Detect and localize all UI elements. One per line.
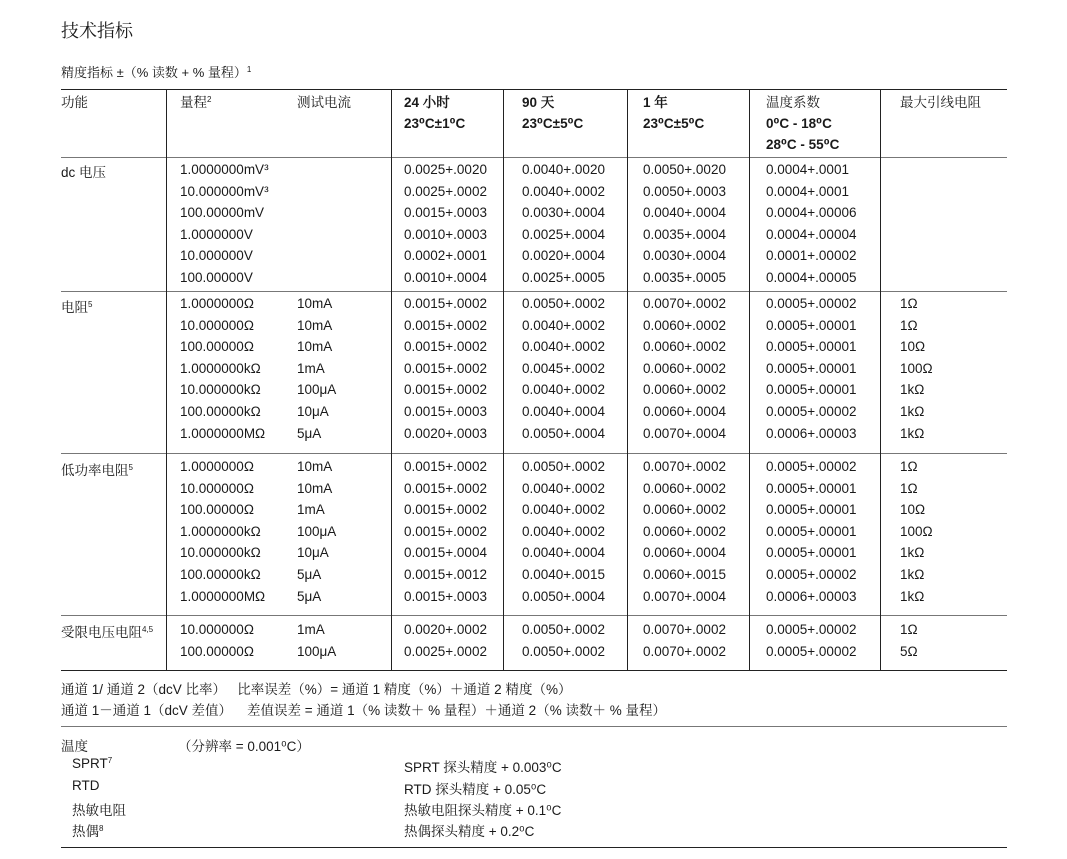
temp-coeff-list (766, 293, 856, 444)
range-value: 10.000000Ω (180, 317, 254, 333)
function-label: 受限电压电阻 (61, 625, 142, 640)
header-24h-title: 24 小时 (404, 95, 450, 110)
accuracy-value: 0.0015+.0002 (404, 296, 487, 311)
temp-coeff-value: 0.0005+.00001 (766, 360, 857, 376)
temp-coeff-value: 0.0005+.00001 (766, 502, 857, 518)
range-value: 10.000000kΩ (180, 545, 261, 561)
subtitle-text: 精度指标 ±（% 读数 + % 量程） (61, 65, 247, 80)
temp-coeff-value: 0.0004+.00004 (766, 226, 857, 242)
header-temp-coeff-range1: 0⁰C - 18⁰C (766, 116, 832, 131)
temp-coeff-value: 0.0005+.00002 (766, 643, 857, 659)
accuracy-value: 0.0015+.0012 (404, 566, 487, 582)
accuracy-1y-list (643, 159, 726, 289)
footnote-marker: 5 (88, 300, 93, 309)
temp-coeff-value: 0.0001+.00002 (766, 248, 857, 264)
accuracy-value: 0.0035+.0004 (643, 226, 726, 242)
current-value: 100μA (297, 382, 337, 398)
accuracy-90d-list (522, 159, 605, 289)
accuracy-value: 0.0015+.0003 (404, 588, 487, 604)
footnote-marker: 8 (99, 824, 104, 833)
table-bottom-rule (61, 670, 1007, 671)
accuracy-value: 0.0045+.0002 (522, 360, 605, 376)
temp-coeff-value: 0.0004+.00005 (766, 269, 857, 285)
accuracy-value: 0.0015+.0002 (404, 480, 487, 496)
current-value: 100μA (297, 523, 337, 539)
temp-coeff-list (766, 619, 856, 662)
temp-coeff-value: 0.0004+.0001 (766, 183, 849, 199)
temp-sensor-name (72, 756, 112, 771)
accuracy-value: 0.0025+.0005 (522, 269, 605, 285)
current-value: 10mA (297, 480, 333, 496)
accuracy-value: 0.0015+.0004 (404, 545, 487, 561)
accuracy-value: 0.0015+.0002 (404, 339, 487, 355)
lead-value: 1Ω (900, 459, 918, 474)
accuracy-value: 0.0050+.0020 (643, 162, 726, 177)
column-divider (166, 89, 167, 670)
current-value: 10mA (297, 339, 333, 355)
accuracy-value: 0.0060+.0002 (643, 480, 726, 496)
accuracy-value: 0.0020+.0003 (404, 425, 487, 441)
accuracy-24h-list (404, 293, 487, 444)
temp-coeff-value: 0.0005+.00001 (766, 523, 857, 539)
accuracy-value: 0.0015+.0002 (404, 523, 487, 539)
accuracy-value: 0.0060+.0002 (643, 382, 726, 398)
accuracy-value: 0.0070+.0002 (643, 643, 726, 659)
temp-sensor-spec: RTD 探头精度 + 0.05⁰C (404, 782, 547, 797)
current-value: 10μA (297, 545, 329, 561)
accuracy-value: 0.0030+.0004 (522, 205, 605, 221)
range-list (180, 456, 265, 607)
header-rule (61, 157, 1007, 158)
temp-sensor-spec: 热敏电阻探头精度 + 0.1⁰C (404, 803, 562, 818)
accuracy-value: 0.0040+.0004 (522, 545, 605, 561)
accuracy-value: 0.0015+.0003 (404, 403, 487, 419)
accuracy-value: 0.0070+.0002 (643, 459, 726, 474)
accuracy-value: 0.0040+.0002 (522, 183, 605, 199)
current-value: 100μA (297, 643, 337, 659)
footnote-marker: 4,5 (142, 625, 154, 634)
accuracy-value: 0.0025+.0020 (404, 162, 487, 177)
range-list (180, 159, 269, 289)
accuracy-value: 0.0025+.0002 (404, 643, 487, 659)
section-rule (61, 291, 1007, 292)
accuracy-subtitle (61, 62, 251, 81)
accuracy-value: 0.0010+.0003 (404, 226, 487, 242)
lead-value: 1Ω (900, 317, 918, 333)
lead-value: 1kΩ (900, 566, 925, 582)
range-value: 100.00000mV (180, 205, 265, 221)
accuracy-value: 0.0060+.0002 (643, 502, 726, 518)
range-value: 10.000000Ω (180, 622, 254, 637)
range-value: 1.0000000MΩ (180, 588, 266, 604)
header-temp-coeff (766, 92, 839, 155)
temp-coeff-list (766, 159, 856, 289)
table-top-rule (61, 89, 1007, 90)
range-value: 10.000000mV³ (180, 183, 269, 199)
temp-sensor-name (72, 799, 126, 819)
temp-coeff-value: 0.0005+.00001 (766, 382, 857, 398)
accuracy-90d-list (522, 619, 605, 662)
range-value: 10.000000V (180, 248, 253, 264)
range-value: 100.00000kΩ (180, 566, 261, 582)
temp-coeff-value: 0.0005+.00002 (766, 566, 857, 582)
current-value: 10mA (297, 296, 333, 311)
range-value: 1.0000000kΩ (180, 523, 261, 539)
range-list (180, 619, 254, 662)
current-value: 1mA (297, 502, 325, 518)
current-value: 10μA (297, 403, 329, 419)
current-value: 5μA (297, 566, 322, 582)
current-value: 10mA (297, 459, 333, 474)
accuracy-24h-list (404, 456, 487, 607)
test-current-list (297, 456, 336, 607)
column-divider (391, 89, 392, 670)
range-value: 100.00000Ω (180, 502, 254, 518)
header-1y-title: 1 年 (643, 95, 668, 110)
header-temp-coeff-range2: 28⁰C - 55⁰C (766, 137, 840, 152)
accuracy-value: 0.0040+.0002 (522, 523, 605, 539)
temp-coeff-value: 0.0005+.00002 (766, 622, 857, 637)
accuracy-value: 0.0070+.0002 (643, 622, 726, 637)
temp-coeff-value: 0.0005+.00002 (766, 403, 857, 419)
temp-coeff-list (766, 456, 856, 607)
current-value: 5μA (297, 425, 322, 441)
accuracy-value: 0.0015+.0003 (404, 205, 487, 221)
lead-value: 100Ω (900, 523, 933, 539)
column-divider (749, 89, 750, 670)
max-lead-list (900, 293, 933, 444)
header-function: 功能 (61, 95, 88, 110)
accuracy-value: 0.0060+.0004 (643, 545, 726, 561)
temp-coeff-value: 0.0005+.00001 (766, 545, 857, 561)
section-rule (61, 453, 1007, 454)
sensor-label: RTD (72, 778, 100, 793)
accuracy-24h-list (404, 159, 487, 289)
temp-coeff-value: 0.0005+.00001 (766, 317, 857, 333)
header-90d (522, 92, 583, 134)
lead-value: 1Ω (900, 296, 918, 311)
lead-value: 5Ω (900, 643, 918, 659)
sensor-label: 热偶 (72, 824, 99, 839)
accuracy-value: 0.0070+.0004 (643, 588, 726, 604)
current-value: 5μA (297, 588, 322, 604)
page-bottom-rule (61, 847, 1007, 848)
function-label: 低功率电阻 (61, 463, 129, 478)
header-90d-temp: 23⁰C±5⁰C (522, 116, 584, 131)
column-divider (627, 89, 628, 670)
function-label: dc 电压 (61, 165, 107, 180)
function-low-power-resistance (61, 459, 133, 479)
lead-value: 1kΩ (900, 382, 925, 398)
test-current-list (297, 619, 336, 662)
lead-value: 1kΩ (900, 403, 925, 419)
header-temp-coeff-title: 温度系数 (766, 95, 820, 110)
temp-sensor-name (72, 778, 100, 793)
temp-coeff-value: 0.0006+.00003 (766, 588, 857, 604)
accuracy-value: 0.0015+.0002 (404, 360, 487, 376)
accuracy-value: 0.0050+.0002 (522, 296, 605, 311)
footnote-marker: 5 (128, 463, 133, 472)
accuracy-value: 0.0060+.0004 (643, 403, 726, 419)
accuracy-value: 0.0040+.0004 (643, 205, 726, 221)
function-label: 电阻 (61, 300, 88, 315)
accuracy-value: 0.0040+.0020 (522, 162, 605, 177)
max-lead-list (900, 456, 933, 607)
range-value: 100.00000Ω (180, 339, 254, 355)
range-value: 1.0000000Ω (180, 296, 254, 311)
current-value: 1mA (297, 622, 325, 637)
footnote-marker: 7 (107, 756, 113, 765)
header-24h (404, 92, 465, 134)
accuracy-value: 0.0060+.0002 (643, 523, 726, 539)
range-value: 100.00000V (180, 269, 253, 285)
temp-coeff-value: 0.0005+.00001 (766, 339, 857, 355)
footnote-marker: 2 (207, 95, 212, 104)
lead-value: 1kΩ (900, 545, 925, 561)
accuracy-value: 0.0015+.0002 (404, 459, 487, 474)
current-value: 1mA (297, 360, 325, 376)
temp-coeff-value: 0.0005+.00002 (766, 296, 857, 311)
header-range (180, 92, 211, 113)
page-title: 技术指标 (61, 21, 133, 41)
temp-coeff-value: 0.0005+.00001 (766, 480, 857, 496)
temperature-resolution: （分辨率 = 0.001⁰C） (178, 739, 310, 754)
accuracy-value: 0.0040+.0015 (522, 566, 605, 582)
column-divider (880, 89, 881, 670)
lead-value: 1kΩ (900, 425, 925, 441)
accuracy-value: 0.0020+.0002 (404, 622, 487, 637)
test-current-list (297, 293, 336, 444)
temp-sensor-spec: 热偶探头精度 + 0.2⁰C (404, 824, 535, 839)
accuracy-value: 0.0035+.0005 (643, 269, 726, 285)
accuracy-value: 0.0060+.0002 (643, 317, 726, 333)
lead-value: 100Ω (900, 360, 933, 376)
lead-value: 1kΩ (900, 588, 925, 604)
accuracy-value: 0.0050+.0002 (522, 459, 605, 474)
accuracy-90d-list (522, 293, 605, 444)
accuracy-value: 0.0050+.0003 (643, 183, 726, 199)
sensor-label: 热敏电阻 (72, 803, 126, 818)
lead-value: 10Ω (900, 502, 926, 518)
range-value: 100.00000kΩ (180, 403, 261, 419)
accuracy-value: 0.0030+.0004 (643, 248, 726, 264)
header-1y-temp: 23⁰C±5⁰C (643, 116, 705, 131)
section-rule (61, 615, 1007, 616)
column-divider (503, 89, 504, 670)
accuracy-value: 0.0040+.0002 (522, 502, 605, 518)
accuracy-value: 0.0050+.0004 (522, 588, 605, 604)
range-value: 1.0000000mV³ (180, 162, 269, 177)
header-1y (643, 92, 704, 134)
accuracy-value: 0.0002+.0001 (404, 248, 487, 264)
accuracy-value: 0.0040+.0002 (522, 339, 605, 355)
function-resistance (61, 296, 92, 316)
header-range-label: 量程 (180, 95, 207, 110)
max-lead-list (900, 619, 918, 662)
temp-coeff-value: 0.0005+.00002 (766, 459, 857, 474)
difference-note: 通道 1－通道 1（dcV 差值） 差值误差 = 通道 1（% 读数＋ % 量程）＋通道 2（% 读数＋ % 量程） (61, 703, 666, 718)
range-value: 1.0000000MΩ (180, 425, 266, 441)
range-value: 10.000000kΩ (180, 382, 261, 398)
accuracy-1y-list (643, 293, 726, 444)
temp-sensor-name (72, 820, 103, 840)
accuracy-value: 0.0025+.0002 (404, 183, 487, 199)
temp-coeff-value: 0.0004+.00006 (766, 205, 857, 221)
current-value: 10mA (297, 317, 333, 333)
temp-sensor-spec: SPRT 探头精度 + 0.003⁰C (404, 760, 562, 775)
range-value: 100.00000Ω (180, 643, 254, 659)
accuracy-value: 0.0050+.0004 (522, 425, 605, 441)
accuracy-value: 0.0050+.0002 (522, 643, 605, 659)
footnote-marker: 1 (246, 65, 252, 74)
accuracy-value: 0.0040+.0002 (522, 317, 605, 333)
accuracy-value: 0.0070+.0002 (643, 296, 726, 311)
range-value: 1.0000000kΩ (180, 360, 261, 376)
accuracy-value: 0.0010+.0004 (404, 269, 487, 285)
accuracy-value: 0.0040+.0004 (522, 403, 605, 419)
accuracy-value: 0.0070+.0004 (643, 425, 726, 441)
temp-coeff-value: 0.0006+.00003 (766, 425, 857, 441)
ratio-note: 通道 1/ 通道 2（dcV 比率） 比率误差（%）= 通道 1 精度（%）＋通道 2 精度（%） (61, 682, 572, 697)
accuracy-value: 0.0015+.0002 (404, 382, 487, 398)
header-test-current: 测试电流 (297, 95, 351, 110)
range-list (180, 293, 265, 444)
accuracy-1y-list (643, 456, 726, 607)
accuracy-value: 0.0015+.0002 (404, 317, 487, 333)
accuracy-value: 0.0040+.0002 (522, 382, 605, 398)
accuracy-value: 0.0060+.0002 (643, 339, 726, 355)
temp-coeff-value: 0.0004+.0001 (766, 162, 849, 177)
range-value: 10.000000Ω (180, 480, 254, 496)
lead-value: 1Ω (900, 480, 918, 496)
accuracy-value: 0.0025+.0004 (522, 226, 605, 242)
header-90d-title: 90 天 (522, 95, 555, 110)
accuracy-value: 0.0050+.0002 (522, 622, 605, 637)
lead-value: 1Ω (900, 622, 918, 637)
header-max-lead: 最大引线电阻 (900, 95, 981, 110)
accuracy-value: 0.0015+.0002 (404, 502, 487, 518)
range-value: 1.0000000V (180, 226, 253, 242)
range-value: 1.0000000Ω (180, 459, 254, 474)
temperature-label: 温度 (61, 739, 88, 754)
function-limited-voltage-resistance (61, 621, 153, 641)
accuracy-90d-list (522, 456, 605, 607)
header-24h-temp: 23⁰C±1⁰C (404, 116, 466, 131)
accuracy-value: 0.0060+.0015 (643, 566, 726, 582)
accuracy-24h-list (404, 619, 487, 662)
accuracy-value: 0.0040+.0002 (522, 480, 605, 496)
accuracy-value: 0.0020+.0004 (522, 248, 605, 264)
accuracy-value: 0.0060+.0002 (643, 360, 726, 376)
function-dc-voltage (61, 161, 106, 181)
lead-value: 10Ω (900, 339, 926, 355)
temp-top-rule (61, 726, 1007, 727)
sensor-label: SPRT (72, 756, 108, 771)
accuracy-1y-list (643, 619, 726, 662)
